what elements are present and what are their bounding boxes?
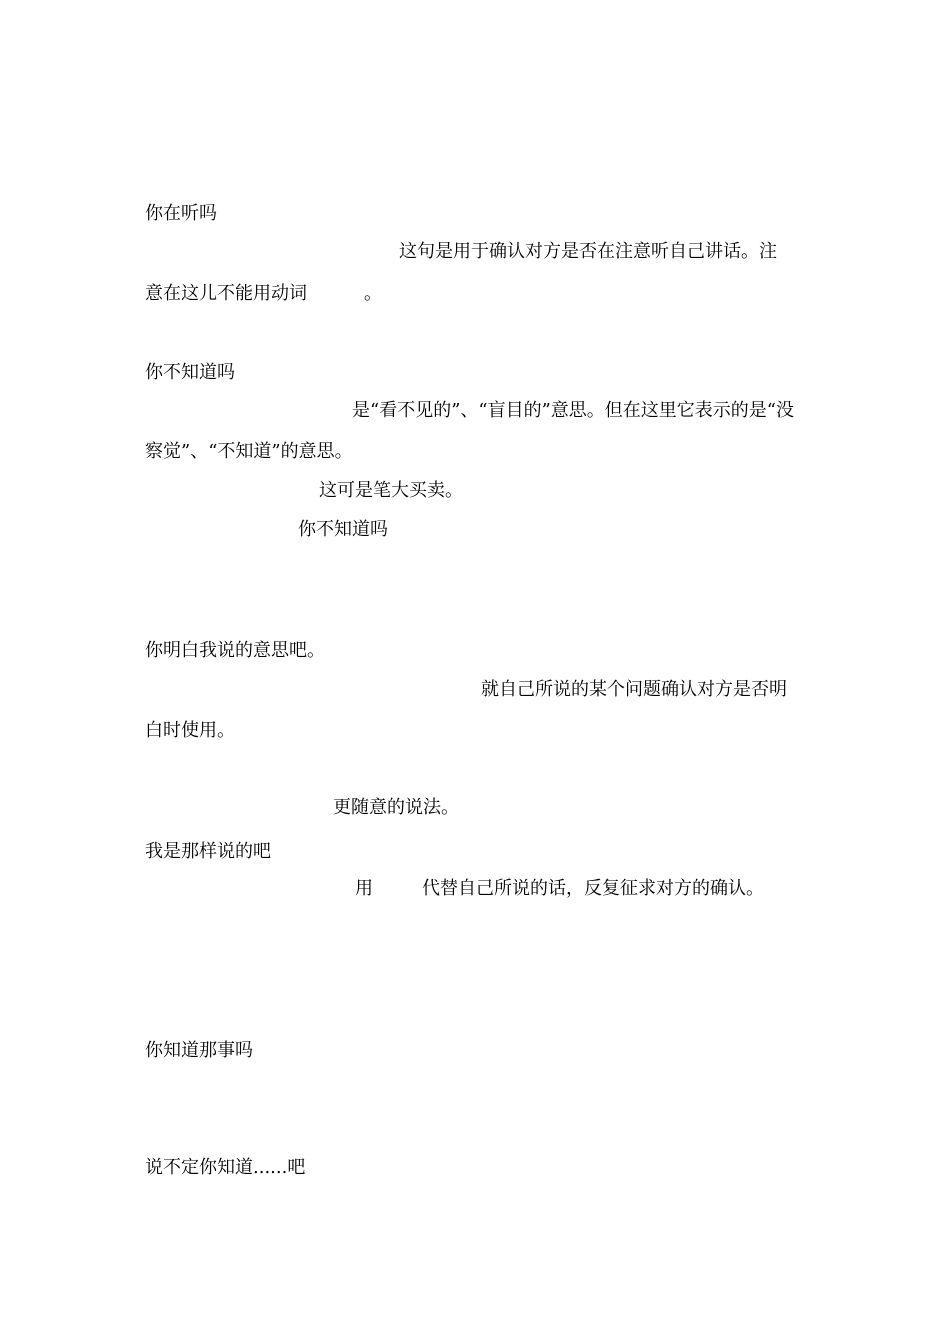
section-heading-maybe-you-know: 说不定你知道......吧 xyxy=(145,1157,306,1178)
example-sentence: 这可是笔大买卖。 xyxy=(319,480,463,501)
explanation-line: 白时使用。 xyxy=(145,720,235,741)
explanation-line: 这句是用于确认对方是否在注意听自己讲话。注 xyxy=(399,241,777,262)
example-translation: 你不知道吗 xyxy=(298,519,388,540)
usage-note: 更随意的说法。 xyxy=(333,797,459,818)
section-heading-dont-you-know: 你不知道吗 xyxy=(145,362,235,383)
section-heading-i-said-so: 我是那样说的吧 xyxy=(145,841,271,862)
section-heading-do-you-know-that: 你知道那事吗 xyxy=(145,1040,253,1061)
explanation-line: 就自己所说的某个问题确认对方是否明 xyxy=(481,679,787,700)
section-heading-you-understand: 你明白我说的意思吧。 xyxy=(145,640,325,661)
explanation-line: 察觉”、“不知道”的意思。 xyxy=(145,441,353,462)
explanation-prefix: 用 xyxy=(355,878,373,899)
explanation-line: 代替自己所说的话，反复征求对方的确认。 xyxy=(422,878,764,899)
explanation-punctuation: 。 xyxy=(364,283,382,304)
explanation-line: 意在这儿不能用动词 xyxy=(145,283,307,304)
explanation-line: 是“看不见的”、“盲目的”意思。但在这里它表示的是“没 xyxy=(352,400,795,421)
section-heading-are-you-listening: 你在听吗 xyxy=(145,203,217,224)
